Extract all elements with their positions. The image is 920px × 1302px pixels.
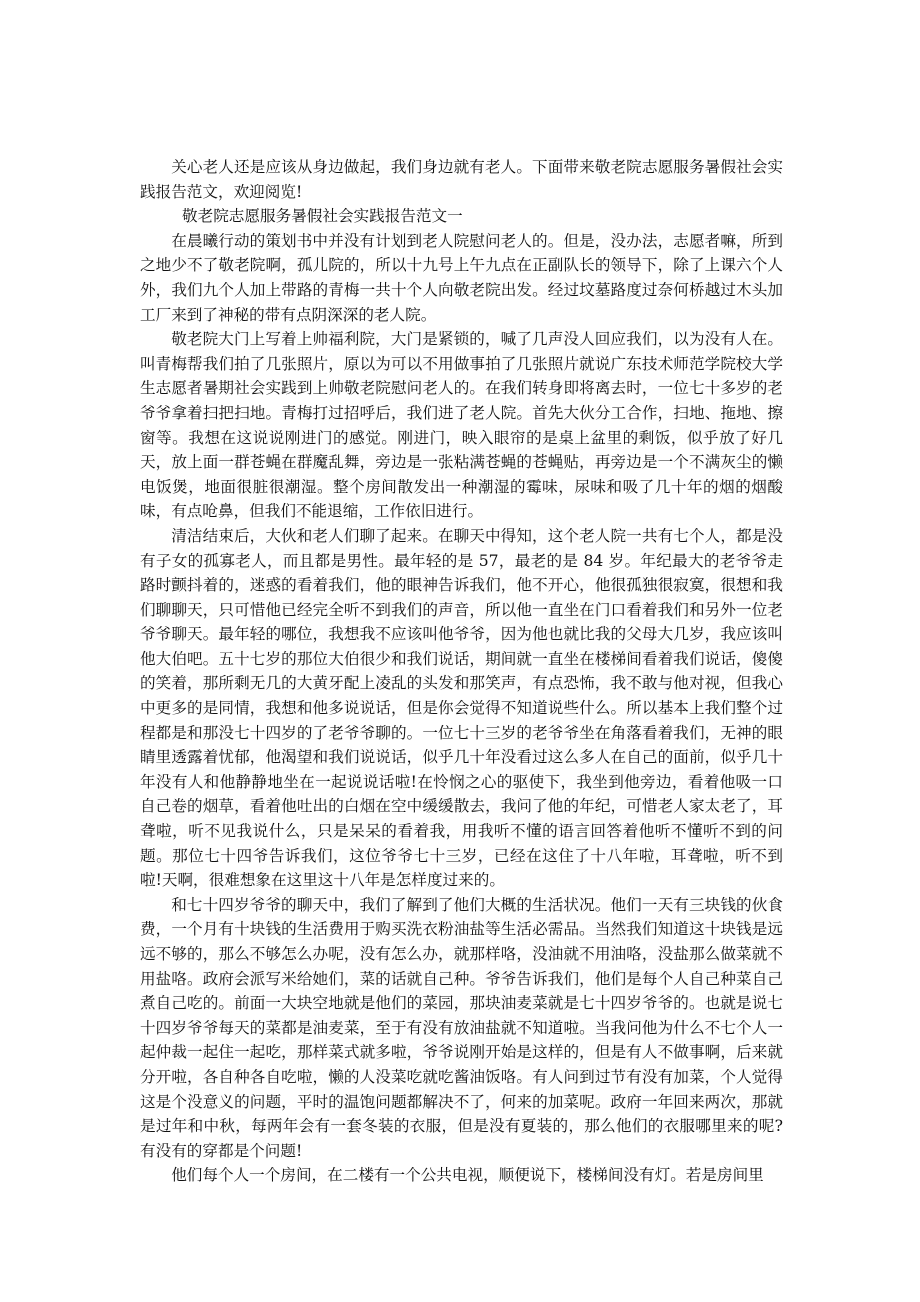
body-paragraph: 清洁结束后，大伙和老人们聊了起来。在聊天中得知，这个老人院一共有七个人，都是没有子女的孤寡老人，而且都是男性。最年轻的是 57，最老的是 84 岁。年纪最大的老爷爷走路时颤抖着的，迷惑的看着我们，他的眼神告诉我们，他不开心，他很孤独很寂寞，很想和我们聊聊天，只可惜他已经完全听不到我们的声音，所以他一直坐在门口看着我们和另外一位老爷爷聊天。最年轻的哪位，我想我不应该叫他爷爷，因为他也就比我的父母大几岁，我应该叫他大伯吧。五十七岁的那位大伯很少和我们说话，期间就一直坐在楼梯间看着我们说话，傻傻的笑着，那所剩无几的大黄牙配上凌乱的头发和那笑声，有点恐怖，我不敢与他对视，但我心中更多的是同情，我想和他多说说话，但是你会觉得不知道说些什么。所以基本上我们整个过程都是和那没七十四岁的了老爷爷聊的。一位七十三岁的老爷爷坐在角落看着我们，无神的眼睛里透露着忧郁，他渴望和我们说说话，似乎几十年没看过这么多人在自己的面前，似乎几十年没有人和他静静地坐在一起说说话啦!在怜悯之心的驱使下，我坐到他旁边，看着他吸一口自己卷的烟草，看着他吐出的白烟在空中缓缓散去，我问了他的年纪，可惜老人家太老了，耳聋啦，听不见我说什么，只是呆呆的看着我，用我听不懂的语言回答着他听不懂听不到的问题。那位七十四爷告诉我们，这位爷爷七十三岁，已经在这住了十八年啦，耳聋啦，听不到啦!天啊，很难想象在这里这十八年是怎样度过来的。 [140, 526, 783, 890]
intro-paragraph: 关心老人还是应该从身边做起，我们身边就有老人。下面带来敬老院志愿服务暑假社会实践报告范文，欢迎阅览! [140, 158, 783, 201]
article-subtitle: 敬老院志愿服务暑假社会实践报告范文一 [182, 207, 463, 226]
body-paragraph: 敬老院大门上写着上帅福利院，大门是紧锁的，喊了几声没人回应我们，以为没有人在。叫青梅帮我们拍了几张照片，原以为可以不用做事拍了几张照片就说广东技术师范学院校大学生志愿者暑期社会实践到上帅敬老院慰问老人的。在我们转身即将离去时，一位七十多岁的老爷爷拿着扫把扫地。青梅打过招呼后，我们进了老人院。首先大伙分工合作，扫地、拖地、擦窗等。我想在这说说刚进门的感觉。刚进门，映入眼帘的是桌上盆里的剩饭，似乎放了好几天，放上面一群苍蝇在群魔乱舞，旁边是一张粘满苍蝇的苍蝇贴，再旁边是一个不满灰尘的懒电饭煲，地面很脏很潮湿。整个房间散发出一种潮湿的霉味，尿味和吸了几十年的烟的烟酸味，有点呛鼻，但我们不能退缩，工作依旧进行。 [140, 330, 783, 521]
body-paragraph: 和七十四岁爷爷的聊天中，我们了解到了他们大概的生活状况。他们一天有三块钱的伙食费，一个月有十块钱的生活费用于购买洗衣粉油盐等生活必需品。当然我们知道这十块钱是远远不够的，那么不够怎么办呢，没有怎么办，就那样咯，没油就不用油咯，没盐那么做菜就不用盐咯。政府会派写米给她们，菜的话就自己种。爷爷告诉我们，他们是每个人自己种菜自己煮自己吃的。前面一大块空地就是他们的菜园，那块油麦菜就是七十四岁爷爷的。也就是说七十四岁爷爷每天的菜都是油麦菜，至于有没有放油盐就不知道啦。当我问他为什么不七个人一起仲裁一起住一起吃，那样菜式就多啦，爷爷说刚开始是这样的，但是有人不做事啊，后来就分开啦，各自种各自吃啦，懒的人没菜吃就吃酱油饭咯。有人问到过节有没有加菜，个人觉得这是个没意义的问题，平时的温饱问题都解决不了，何来的加菜呢。政府一年回来两次，那就是过年和中秋，每两年会有一套冬装的衣服，但是没有夏装的，那么他们的衣服哪里来的呢?有没有的穿都是个问题! [140, 895, 783, 1160]
body-paragraph: 在晨曦行动的策划书中并没有计划到老人院慰问老人的。但是，没办法，志愿者嘛，所到之地少不了敬老院啊，孤儿院的，所以十九号上午九点在正副队长的领导下，除了上课六个人外，我们九个人加上带路的青梅一共十个人向敬老院出发。经过坟墓路度过奈何桥越过木头加工厂来到了神秘的带有点阴深深的老人院。 [140, 231, 783, 324]
body-paragraph: 他们每个人一个房间，在二楼有一个公共电视，顺便说下，楼梯间没有灯。若是房间里 [171, 1166, 764, 1185]
document-body [140, 155, 783, 1188]
